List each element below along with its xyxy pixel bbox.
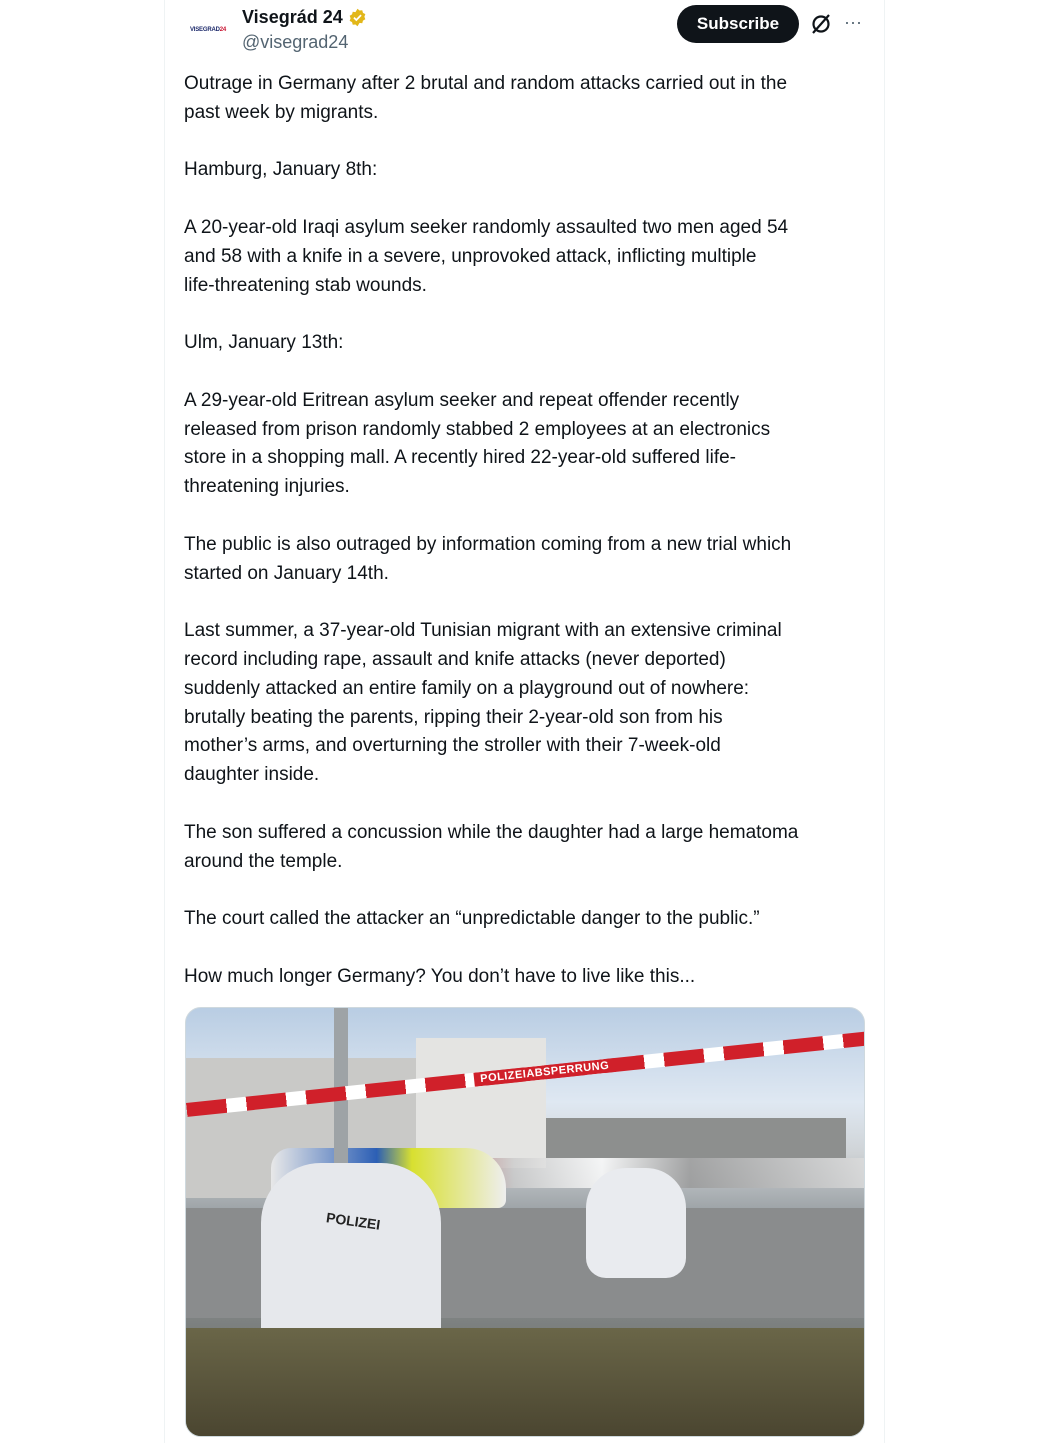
avatar-logo: VISEGRAD24 bbox=[189, 27, 227, 33]
post-image[interactable] bbox=[185, 1007, 865, 1437]
post-text bbox=[184, 70, 798, 1020]
author-name[interactable]: Visegrád 24 bbox=[242, 7, 367, 28]
text-line: and 58 with a knife in a severe, unprovoked attack, inflicting multiple bbox=[184, 245, 757, 267]
post-paragraph bbox=[184, 156, 798, 185]
vegetation bbox=[186, 1328, 864, 1437]
post-paragraph bbox=[184, 963, 798, 992]
text-line: store in a shopping mall. A recently hired 22-year-old suffered life- bbox=[184, 447, 737, 469]
text-line: A 20-year-old Iraqi asylum seeker randomly assaulted two men aged 54 bbox=[184, 216, 789, 238]
vest-text: POLIZEI bbox=[325, 1209, 382, 1233]
text-line: The court called the attacker an “unpredictable danger to the public.” bbox=[184, 908, 760, 930]
building bbox=[546, 1118, 846, 1158]
forensic-officer bbox=[586, 1168, 686, 1278]
post-paragraph bbox=[184, 819, 798, 877]
post-paragraph bbox=[184, 387, 798, 502]
post-paragraph bbox=[184, 905, 798, 934]
text-line: The public is also outraged by information coming from a new trial which bbox=[184, 533, 792, 555]
text-line: The son suffered a concussion while the daughter had a large hematoma bbox=[184, 821, 799, 843]
post-paragraph bbox=[184, 70, 798, 128]
text-line: around the temple. bbox=[184, 850, 343, 872]
text-line: threatening injuries. bbox=[184, 476, 350, 498]
grok-icon[interactable] bbox=[809, 12, 833, 36]
text-line: started on January 14th. bbox=[184, 562, 389, 584]
text-line: life-threatening stab wounds. bbox=[184, 274, 427, 296]
author-handle[interactable]: @visegrad24 bbox=[242, 32, 349, 52]
text-line: Last summer, a 37-year-old Tunisian migrant with an extensive criminal bbox=[184, 620, 782, 642]
text-line: past week by migrants. bbox=[184, 101, 379, 123]
text-line: released from prison randomly stabbed 2 employees at an electronics bbox=[184, 418, 771, 440]
text-line: daughter inside. bbox=[184, 764, 320, 786]
post-paragraph bbox=[184, 214, 798, 300]
text-line: mother’s arms, and overturning the stroller with their 7-week-old bbox=[184, 735, 721, 757]
avatar[interactable] bbox=[186, 8, 230, 52]
more-options-button[interactable]: ··· bbox=[844, 12, 862, 32]
text-line: How much longer Germany? You don’t have to live like this... bbox=[184, 965, 696, 987]
text-line: brutally beating the parents, ripping their 2-year-old son from his bbox=[184, 706, 723, 728]
post-paragraph bbox=[184, 617, 798, 790]
text-line: record including rape, assault and knife attacks (never deported) bbox=[184, 648, 726, 670]
post-paragraph bbox=[184, 531, 798, 589]
text-line: Ulm, January 13th: bbox=[184, 332, 344, 354]
text-line: suddenly attacked an entire family on a playground out of nowhere: bbox=[184, 677, 750, 699]
text-line: Hamburg, January 8th: bbox=[184, 159, 378, 181]
tape-text: POLIZEIABSPERRUNG bbox=[474, 1058, 616, 1087]
verified-badge-icon bbox=[348, 8, 367, 27]
subscribe-button[interactable]: Subscribe bbox=[677, 5, 799, 43]
post-paragraph bbox=[184, 329, 798, 358]
text-line: A 29-year-old Eritrean asylum seeker and repeat offender recently bbox=[184, 389, 740, 411]
text-line: Outrage in Germany after 2 brutal and random attacks carried out in the bbox=[184, 73, 788, 94]
